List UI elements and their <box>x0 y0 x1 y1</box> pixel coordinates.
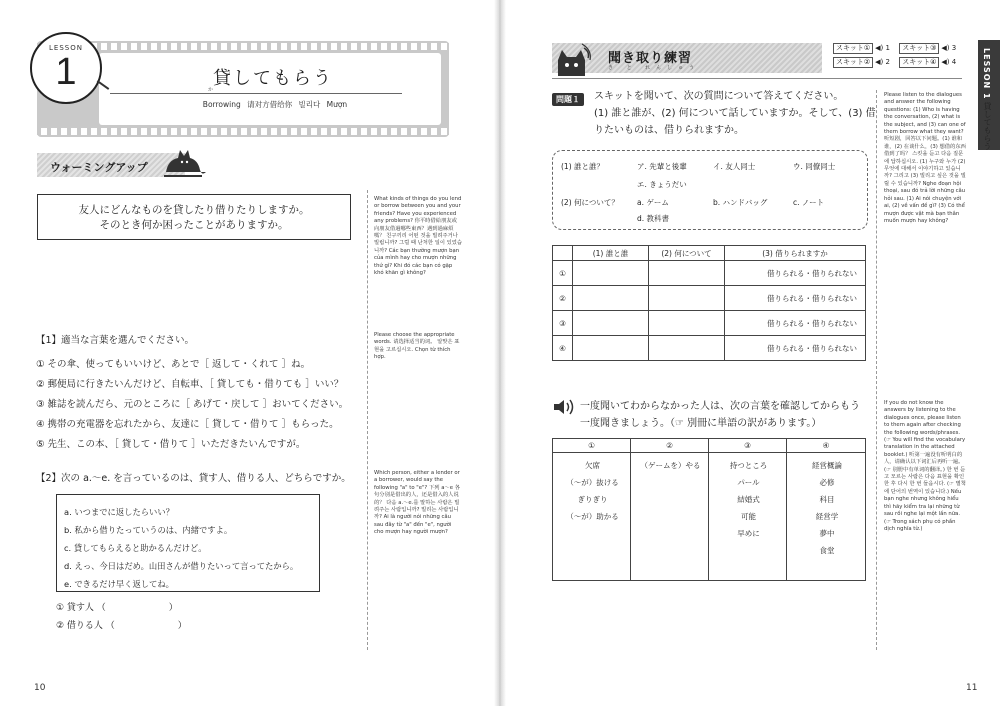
row-number: ① <box>553 261 573 286</box>
vocab-item: パール <box>737 478 760 487</box>
answer-cell[interactable] <box>649 261 725 286</box>
borrow-choice[interactable]: 借りられる・借りられない <box>725 311 866 336</box>
speaker-icon: ◀) <box>875 58 886 66</box>
exercise2-sentence-box <box>56 494 320 592</box>
table-header: (2) 何について <box>649 246 725 261</box>
row-number: ③ <box>553 311 573 336</box>
film-strip-bottom <box>37 128 449 135</box>
table-row <box>553 286 866 311</box>
choices-label-who: (1) 誰と誰？ <box>561 162 605 171</box>
skit-audio-link[interactable]: スキット④ ◀) 4 <box>899 57 963 68</box>
choice-option: ウ. 同僚同士 <box>793 162 836 171</box>
warmup-question-line: 友人にどんなものを貸したり借りたりしますか。 <box>78 204 310 216</box>
side-note-question1: Please listen to the dialogues and answer the following questions: (1) Who is having the conversation, (2) what is the subject, and (3) can one of them borrow what they want? 听短剧，回答以下问题。(1) 谁和谁，(2) 在谈什么，(3) 想借的东西借到了吗？ 스킷을 듣고 다음 질문에 답하십시오. (1) 누구와 누가 (2) 무엇에 대해서 이야기하고 있습니까? 그리고 (3) 빌리고 싶은 것을 빌릴 수 있습니까? Nghe đoạn hội thoại, sau đó trả lời những câu hỏi sau. (1) Ai nói chuyện với ai, (2) về vấn đề gì? (3) Có thể mượn được vật mà bạn thân muốn mượn hay không? <box>884 92 966 224</box>
side-note-warmup: What kinds of things do you lend or borrow between you and your friends? Have you experienced any problems? 你平時借給朋友或向朋友借過哪些東西？遇到過麻煩嗎？ 친구끼리 어떤 것을 빌려주거나 빌립니까? 그럴 때 난처한 일이 있었습니까? Các bạn thường mượn bạn của mình hay cho mượn những thứ gì? Khi đó các bạn có gặp khó khăn gì không? <box>374 196 462 277</box>
exercise1-item: ③ 雑誌を読んだら、元のところに［ あげて・戻して ］おいてください。 <box>36 399 349 410</box>
answer-table <box>552 245 866 361</box>
table-header-row <box>553 439 866 453</box>
cat-icon <box>162 142 206 178</box>
table-header: (3) 借りられますか <box>725 246 866 261</box>
vocab-item: （〜が）抜ける <box>566 478 619 487</box>
question2-line: 一度聞いてわからなかった人は、次の言葉を確認してからもう <box>580 401 860 412</box>
row-number: ② <box>553 286 573 311</box>
vocab-item: 持つところ <box>729 461 768 470</box>
answer-cell[interactable] <box>649 336 725 361</box>
choice-option: d. 教科書 <box>637 214 670 223</box>
answer-cell[interactable] <box>573 311 649 336</box>
answer-cell[interactable] <box>573 261 649 286</box>
choices-box <box>552 150 868 230</box>
book-gutter <box>494 0 506 706</box>
table-header: ③ <box>709 439 787 453</box>
choice-option: ア. 先輩と後輩 <box>637 162 687 171</box>
sentence-item: b. 私から借りたっていうのは、内緒ですよ。 <box>64 525 233 535</box>
vocab-item: 経営学 <box>815 512 839 521</box>
table-row <box>553 261 866 286</box>
exercise1-heading: 【1】適当な言葉を選んでください。 <box>36 335 195 346</box>
margin-divider <box>876 90 877 650</box>
answer-cell[interactable] <box>649 286 725 311</box>
table-header: ④ <box>787 439 866 453</box>
speaker-icon[interactable] <box>552 398 576 416</box>
question2-line: 一度聞きましょう。（☞ 別冊に単語の訳があります。） <box>580 418 822 429</box>
table-header: ② <box>631 439 709 453</box>
section-title: 聞き取り練習 <box>608 51 693 66</box>
speaker-icon: ◀) <box>941 58 952 66</box>
skit-audio-index <box>833 43 963 71</box>
vocab-item: 必修 <box>819 478 835 487</box>
vocab-item: （〜が）助かる <box>566 512 619 521</box>
table-header: (1) 誰と誰 <box>573 246 649 261</box>
exercise2-heading: 【2】次の a.～e. を言っているのは、貸す人、借りる人、どちらですか。 <box>36 473 351 484</box>
speaker-icon: ◀) <box>875 44 886 52</box>
vocab-column <box>553 453 631 581</box>
section-furigana: き と れんしゅう <box>608 65 701 71</box>
answer-cell[interactable] <box>573 286 649 311</box>
table-row <box>553 453 866 581</box>
lesson-number: 1 <box>55 51 77 93</box>
vocab-item: 科目 <box>819 495 835 504</box>
choice-option: イ. 友人同士 <box>713 162 756 171</box>
vocabulary-table <box>552 438 866 581</box>
borrow-choice[interactable]: 借りられる・借りられない <box>725 261 866 286</box>
vocab-item: 食堂 <box>819 546 835 555</box>
skit-audio-link[interactable]: スキット③ ◀) 3 <box>899 43 963 54</box>
vocab-item: 可能 <box>741 512 756 521</box>
exercise1-item: ⑤ 先生、この本、［ 貸して・借りて ］いただきたいんですが。 <box>36 439 306 450</box>
warmup-question-line: そのとき何か困ったことがありますか。 <box>99 219 289 231</box>
table-row <box>553 336 866 361</box>
side-note-exercise1: Please choose the appropriate words. 请选择适当的词。 알맞은 표현을 고르십시오. Chọn từ thích hợp. <box>374 332 460 361</box>
vocab-item: （ゲームを）やる <box>640 461 701 470</box>
skit-audio-link[interactable]: スキット① ◀) 1 <box>833 43 897 54</box>
exercise1-item: ④ 携帯の充電器を忘れたから、友達に［ 貸して・借りて ］もらった。 <box>36 419 339 430</box>
vocab-column <box>709 453 787 581</box>
warmup-label: ウォーミングアップ <box>50 161 148 174</box>
page-number-left: 10 <box>34 683 46 693</box>
choice-option: b. ハンドバッグ <box>713 198 768 207</box>
vocab-item: 早めに <box>737 529 760 538</box>
title-underline <box>110 93 402 94</box>
exercise1-item: ① その傘、使ってもいいけど、あとで［ 返して・くれて ］ね。 <box>36 359 311 370</box>
speaker-icon: ◀) <box>941 44 952 52</box>
choice-option: a. ゲーム <box>637 198 669 207</box>
choices-label-what: (2) 何について？ <box>561 198 619 207</box>
vocab-item: 経営概論 <box>812 461 842 470</box>
vocab-item: 夢中 <box>819 529 835 538</box>
answer-lender: ① 貸す人 （ ） <box>56 603 178 613</box>
sentence-item: e. できるだけ早く返してね。 <box>64 579 174 589</box>
exercise1-item: ② 郵便局に行きたいんだけど、自転車、［ 貸しても・借りても ］いい？ <box>36 379 344 390</box>
row-number: ④ <box>553 336 573 361</box>
vocab-item: 結婚式 <box>737 495 760 504</box>
page-number-right: 11 <box>966 683 978 693</box>
question1-line: りたいものは、借りられますか。 <box>594 125 744 136</box>
answer-cell[interactable] <box>573 336 649 361</box>
warmup-question-box <box>37 194 351 240</box>
table-header: ① <box>553 439 631 453</box>
choice-option: c. ノート <box>793 198 825 207</box>
vocab-item: 欠席 <box>585 461 600 470</box>
question1-line: スキットを聞いて、次の質問について答えてください。 <box>594 91 844 102</box>
lesson-tab-label: LESSON 1 <box>982 48 991 100</box>
table-header-row <box>553 246 866 261</box>
side-note-question2: If you do not know the answers by listening to the dialogues once, please listen to them again after checking the following words/phrases. (☞ You will find the vocabulary translation in the attached booklet.) 听第一遍没有听明白的人，请确认以下词汇后再听一遍。(☞ 别册中有单词的翻译。) 한 번 듣고 모르는 사람은 다음 표현을 확인한 후 다시 한 번 들읍시다. (☞ 별책에 단어의 번역이 있습니다.) Nếu bạn nghe nhưng không hiểu thì hãy kiểm tra lại những từ sau rồi nghe lại một lần nữa. (☞ Trong sách phụ có phần dịch nghĩa từ.) <box>884 400 966 532</box>
lesson-label: LESSON <box>49 44 83 52</box>
question1-tag: 問題１ <box>552 93 584 106</box>
choice-option: エ. きょうだい <box>637 180 687 189</box>
margin-divider <box>367 190 368 650</box>
side-note-exercise2: Which person, either a lender or a borrower, would say the following "a" to "e"? 下列 a～e 各句分别是借出的人，还是借入的人说的？ 다음 a.～e.를 말하는 사람은 빌려주는 사람입니까? 빌리는 사람입니까? Ai là người nói những câu sau đây từ "a" đến "e", người cho mượn hay người mượn? <box>374 470 460 536</box>
sentence-item: c. 貸してもらえると助かるんだけど。 <box>64 543 207 553</box>
vocab-column <box>787 453 866 581</box>
answer-cell[interactable] <box>649 311 725 336</box>
vocab-column <box>631 453 709 581</box>
answer-borrower: ② 借りる人 （ ） <box>56 621 187 631</box>
sentence-item: d. えっ、今日はだめ。山田さんが借りたいって言ってたから。 <box>64 561 299 571</box>
title-furigana: か <box>208 87 214 93</box>
title-translations: Borrowing 请对方借给你 빌리다 Mượn <box>202 100 348 109</box>
headphone-cat-icon <box>552 42 592 78</box>
vocab-item: ぎりぎり <box>577 495 608 504</box>
skit-audio-link[interactable]: スキット② ◀) 2 <box>833 57 897 68</box>
borrow-choice[interactable]: 借りられる・借りられない <box>725 336 866 361</box>
question1-line: (1) 誰と誰が、(2) 何について話していますか。そして、(3) 借 <box>594 108 876 119</box>
lesson-tab-title: 貸してもらう <box>983 102 992 150</box>
header-rule <box>552 78 962 79</box>
lesson-title: 貸してもらう <box>213 68 333 89</box>
borrow-choice[interactable]: 借りられる・借りられない <box>725 286 866 311</box>
lesson-badge <box>30 32 102 104</box>
sentence-item: a. いつまでに返したらいい？ <box>64 507 174 517</box>
table-header <box>553 246 573 261</box>
table-row <box>553 311 866 336</box>
